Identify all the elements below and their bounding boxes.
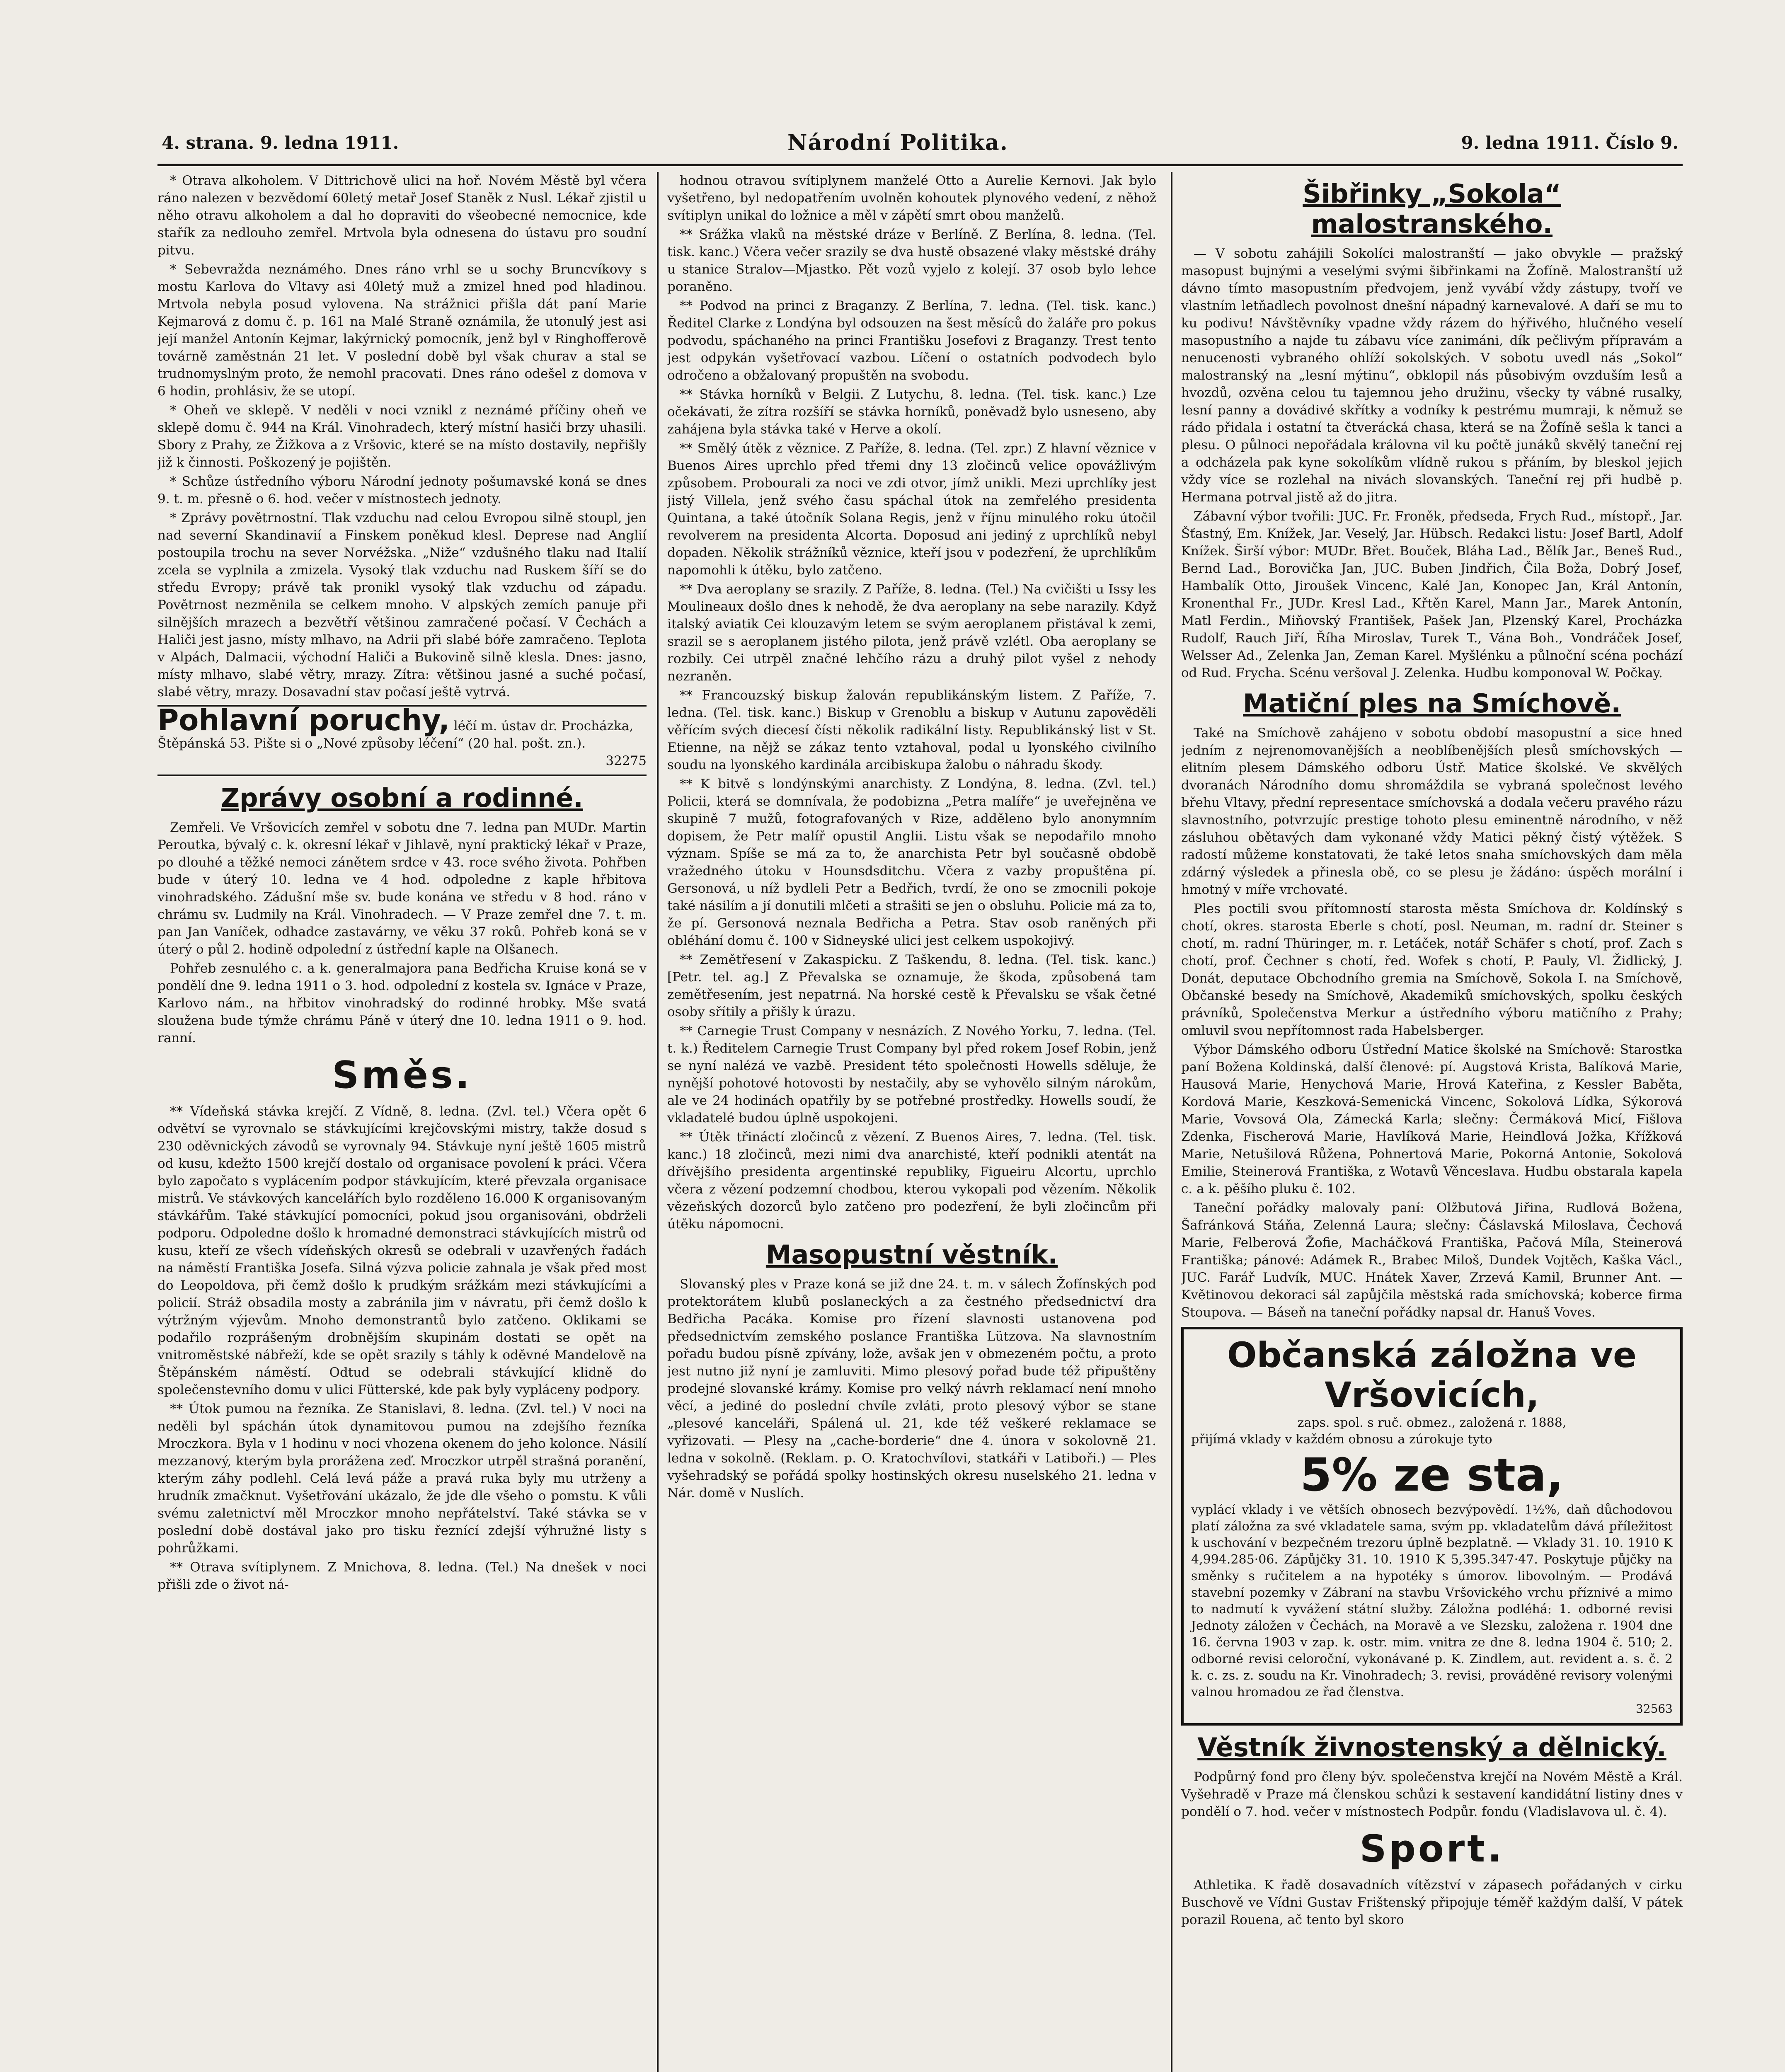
running-header xyxy=(157,124,1683,162)
article-schuze: * Schůze ústředního výboru Národní jednoty pošumavské koná se dnes 9. t. m. přesně o 6. hod. večer v místnostech jednoty. xyxy=(157,474,647,506)
article-slovansky-ples: Slovanský ples v Praze koná se již dne 24. t. m. v sálech Žofínských pod protektorátem klubů poslaneckých a za čestného předsednictví dra Bedřicha Pacáka. Komise pro řízení slavnosti ustanovena pod předsednictvím zemského poslance Františka Lützova. Na slavnostním pořadu budou písně zpívány, lože, avšak jen v obmezeném počtu, a proto jest nutno již nyní je zamluviti. Mimo plesový pořad bude též připuštěny prodejné slovanské krámy. Komise pro velký návrh reklamací není mnoho věcí, a jediné do poslední chvíle zvláti, proto plesový výbor se stane „plesové kanceláři, Spálená ul. 21, kde též veškeré reklamace se vyřizovati. — Plesy na „cache-borderie“ dne 4. února v sokolovně 21. ledna v sokolně. (Reklam. p. O. Kratochvílovi, statkáři v Latiboři.) — Ples vyšehradský se pořádá spolky hostinských okresu nuselského 21. ledna v Nár. domě v Nuslích. xyxy=(667,1277,1156,1501)
article-maticni-ples: Také na Smíchově zahájeno v sobotu období masopustní a sice hned jedním z nejrenomovanějších a neoblíbenějších plesů smíchovských — elitním plesem Dámského odboru Ústř. Matice školské. Ve skvělých dvoranách Národního domu shromáždila se vybraná společnost levého břehu Vltavy, přední representace smíchovská a dodala večeru pravého rázu slavnostního, potvrzujíc prestige tohoto plesu eminentně národního, v něž zásluhou obětavých dam vykonané vždy Matici pěkný čistý výtěžek. S radostí můžeme konstatovati, že také letos snaha smíchovských dam měla zdárný výsledek a přinesla obě, co se plesu je žádáno: úspěch morální i hmotný v míře vrchovaté. xyxy=(1181,726,1683,897)
article-tanecni-poradky: Taneční pořádky malovaly paní: Olžbutová Jiřina, Rudlová Božena, Šafránková Stáňa, Zelenná Laura; slečny: Čáslavská Miloslava, Čechová Marie, Felberová Žofie, Macháčková Františka, Pačová Míla, Steinerová Františka; pánové: Adámek R., Brabec Miloš, Dundek Vojtěch, Kaška Václ., JUC. Farář Ludvík, MUC. Hnátek Xaver, Zrzevá Kamil, Brunner Ant. — Květinovou dekoraci sál zapůjčila městská rada smíchovská; koberce firma Stoupova. — Báseň na taneční pořádky napsal dr. Hanuš Voves. xyxy=(1181,1201,1683,1320)
advert-rate: 5% ze sta, xyxy=(1300,1448,1564,1501)
advert-text: vyplácí vklady i ve větších obnosech bezvýpovědí. 1½%, daň důchodovou platí záložna za své vkladatele sama, svým pp. vkladatelům dává příležitost k uschování v bezpečném trezoru úplně bezplatně. — Vklady 31. 10. 1910 K 4,994.285·06. Zápůjčky 31. 10. 1910 K 5,395.347·47. Poskytuje půjčky na směnky s ručitelem a na hypotéky s úmorov. libovolným. — Prodává stavební pozemky v Zábraní na stavbu Vršovického vrchu příznivé a mimo to nadmutí k vyvážení státní služby. Záložna podléhá: 1. odborné revisi Jednoty záložen v Čechách, na Moravě a ve Slezsku, založena r. 1904 dne 16. června 1903 v zap. k. ostr. mim. vnitra ze dne 8. ledna 1904 č. 510; 2. odborné revisi celoroční, vykonávané p. K. Zindlem, aut. revident a. s. č. 2 k. c. zs. z. soudu na Kr. Vinohradech; 3. revisi, prováděné revisory volenými valnou hromadou ze řad členstva. xyxy=(1191,1503,1673,1699)
advert-title: Občanská záložna ve Vršovicích, xyxy=(1227,1335,1637,1415)
article-sebevrazda: * Sebevražda neznámého. Dnes ráno vrhl se u sochy Bruncvíkovy s mostu Karlova do Vltavy asi 40letý muž a zmizel hned pod hladinou. Mrtvola nebyla posud vylovena. Na strážnici přišla dát paní Marie Kejmarová z domu č. p. 161 na Malé Straně oznámila, že utonulý jest asi její manžel Antonín Kejmar, lakýrnický pomocník, jenž byl v Ringhofferově továrně zaměstnán 21 let. V poslední době byl však churav a stal se trudnomyslným proto, že nemohl pracovati. Dnes ráno odešel z domova v 6 hodin, prohlásiv, že se utopí. xyxy=(157,262,647,399)
article-podvod: ** Podvod na princi z Braganzy. Z Berlína, 7. ledna. (Tel. tisk. kanc.) Ředitel Clarke z Londýna byl odsouzen na šest měsíců do žaláře pro pokus podvodu, spáchaného na princi Františku Josefovi z Braganzy. Trest tento jest odpykán vyšetřovací vazbou. Líčení o ostatních podvodech bylo odročeno a obžalovaný propuštěn na svobodu. xyxy=(667,298,1156,383)
article-athletika: Athletika. K řadě dosavadních vítězství v zápasech pořádaných v cirku Buschově ve Vídni Gustav Frištenský připojuje téměř každým další, V pátek porazil Rouena, ač tento byl skoro xyxy=(1181,1878,1683,1927)
article-smely-utek: ** Smělý útěk z věznice. Z Paříže, 8. ledna. (Tel. zpr.) Z hlavní věznice v Buenos Aires uprchlo před třemi dny 13 zločinců velice opovážlivým způsobem. Probourali za noci ve zdi otvor, jímž unikli. Mezi uprchlíky jest jistý Villela, jenž svého času spáchal útok na zemřelého presidenta Quintana, a také útočník Solana Regis, jenž v říjnu minulého roku útočil revolverem na presidenta Alcorta. Doposud ani jediný z uprchlíků nebyl dopaden. Několik strážníků věznice, kteří jsou v podezření, že uprchlíkům napomohli k útěku, bylo zatčeno. xyxy=(667,441,1156,578)
article-hoste: Ples poctili svou přítomností starosta města Smíchova dr. Koldínský s chotí, okres. starosta Eberle s chotí, posl. Neuman, m. radní dr. Steiner s chotí, m. radní Thüringer, m. r. Letáček, notář Schäfer s chotí, prof. Zach s chotí, prof. Čechner s chotí, řed. Wofek s chotí, P. Pauly, Vl. Židlický, J. Donát, deputace Obchodního gremia na Smíchově, Sokola I. na Smíchově, Občanské besedy na Smíchově, Akademiků smíchovských, spolku českých právníků, Společenstva Merkur a ústředního výboru matičního z Prahy; omluvil svou nepřítomnost rada Habelsberger. xyxy=(1181,901,1683,1038)
advert-number: 32563 xyxy=(1635,1702,1673,1716)
article-otrava-alkoholem: * Otrava alkoholem. V Dittrichově ulici na hoř. Novém Městě byl včera ráno nalezen v bezvědomí 60letý metař Josef Staněk z Nusl. Lékař zjistil u něho otravu alkoholem a dal ho dopraviti do všeobecné nemocnice, kde stařík za nedlouho zemřel. Mrtvola byla odnesena do ústavu pro soudní pitvu. xyxy=(157,173,647,258)
article-zemetreseni: ** Zemětřesení v Zakaspicku. Z Taškendu, 8. ledna. (Tel. tisk. kanc.) [Petr. tel. ag.] Z Převalska se oznamuje, že škoda, způsobená tam zemětřesením, jest nepatrná. Na horské cestě k Převalsku se však četné osoby sřítily a přišly k úrazu. xyxy=(667,952,1156,1019)
section-heading-sibrinky: Šibřinky „Sokola“ malostranského. xyxy=(1303,179,1561,239)
advert-text: léčí m. ústav dr. Procházka, Štěpánská 53. Pište si o „Nové způsoby léčení“ (20 hal. pošt. zn.). xyxy=(157,719,634,751)
article-otrava-svitiplynem: ** Otrava svítiplynem. Z Mnichova, 8. ledna. (Tel.) Na dnešek v noci přišli zde o život ná- xyxy=(157,1560,647,1592)
article-continued: hodnou otravou svítiplynem manželé Otto a Aurelie Kernovi. Jak bylo vyšetřeno, byl nedopatřením uvolněn kohoutek plynového vedení, z něhož svítiplyn unikal do ložnice a měl v zápětí smrt obou manželů. xyxy=(667,173,1156,223)
section-heading-zivnostensky: Věstník živnostenský a dělnický. xyxy=(1197,1732,1666,1762)
section-heading-masopustni: Masopustní věstník. xyxy=(765,1239,1058,1270)
header-left: 4. strana. 9. ledna 1911. xyxy=(162,133,399,153)
header-rule xyxy=(157,164,1683,166)
column-2 xyxy=(667,172,1156,2072)
article-stavka-horniku: ** Stávka horníků v Belgii. Z Lutychu, 8. ledna. (Tel. tisk. kanc.) Lze očekávati, že zítra rozšíří se stávka horníků, poněvadž bylo usneseno, aby zahájena byla stávka také v Herve a okolí. xyxy=(667,387,1156,437)
article-utok-pumou: ** Útok pumou na řezníka. Ze Stanislavi, 8. ledna. (Zvl. tel.) V noci na neděli byl spáchán útok dynamitovou pumou na zdejšího řezníka Mroczkora. Byla v 1 hodinu v noci vhozena okenem do jeho kolonce. Násilí mezzanový, kterým byla prorážena zeď. Mroczkor utrpěl strašná poranění, kterým záhy podlehl. Celá levá páže a pravá ruka byly mu utrženy a hrudník zmačknut. Vyšetřování ukázalo, že jde dle všeho o pomstu. K vůli svému zaletnictví měl Mroczkor mnoho nepřátelství. Také stávka se v poslední době dostával jako pro tisku řeznící zdejší výhružné listy s pohrůžkami. xyxy=(157,1402,647,1556)
newspaper-page xyxy=(157,124,1683,2072)
section-heading-osobni: Zprávy osobní a rodinné. xyxy=(221,783,583,813)
article-zpravy-povetrnostni: * Zprávy povětrnostní. Tlak vzduchu nad celou Evropou silně stoupl, jen nad severní Skandinavií a Finskem poněkud klesl. Deprese nad Anglií postoupila trochu na sever Norvéžska. „Niže“ vzdušného tlaku nad Italií zcela se vyplnila a zmizela. Vysoký tlak vzduchu nad Ruskem šíří se do středu Evropy; právě tak pronikl vysoký tlak vzduchu od západu. Povětrnost nezměnila se celkem mnoho. V alpských zemích panuje při silnějších mrazech a bezvětří většinou zamračené počasí. V Čechách a Haliči jest jasno, místy mlhavo, na Adrii při slabé bóře zamračeno. Teplota v Alpách, Dalmacii, východní Haliči a Bukovině silně klesla. Dnes: jasno, místy mlhavo, slabé větry, mrazy. Zítra: většinou jasné a suché počasí, slabé větry, mrazy. Dosavadní stav počasí ještě vytrvá. xyxy=(157,511,647,700)
advert-line: přijímá vklady v každém obnosu a zúrokuje tyto xyxy=(1191,1432,1492,1447)
divider xyxy=(157,775,647,776)
article-podpurny-fond: Podpůrný fond pro členy býv. společenstva krejčí na Novém Městě a Král. Vyšehradě v Praze má členskou schůzi k sestavení kandidátní listiny dnes v pondělí o 7. hod. večer v místnostech Podpůr. fondu (Vladislavova ul. č. 4). xyxy=(1181,1769,1683,1819)
article-biskup: ** Francouzský biskup žalován republikánským listem. Z Paříže, 7. ledna. (Tel. tisk. kanc.) Biskup v Grenoblu a biskup v Autunu zapověděli věřícím svých diecesí čísti několik radikální listy. Republikánský list v St. Etienne, na nějž se zákaz tento vztahoval, podal u lyonského civilního soudu na lyonského kardinála arcibiskupa žalobu o náhradu škody. xyxy=(667,688,1156,772)
column-1 xyxy=(157,172,647,2072)
article-carnegie: ** Carnegie Trust Company v nesnázích. Z Nového Yorku, 7. ledna. (Tel. t. k.) Ředitelem Carnegie Trust Company byl před rokem Josef Robin, jenž se nyní nalézá ve vazbě. President této společnosti Howells sděluje, že nynější pohotové hotovosti by nestačily, aby se vyhovělo silným nárokům, ale ve 24 hodinách opatřily by se potřebné prostředky. Howells soudí, že vkladatelé budou úplně uspokojeni. xyxy=(667,1024,1156,1126)
article-vybor: Výbor Dámského odboru Ústřední Matice školské na Smíchově: Starostka paní Božena Koldinská, další členové: pí. Augstová Krista, Balíková Marie, Hausová Marie, Henychová Marie, Hrová Kateřina, z Kessler Baběta, Kordová Marie, Keszková-Semenická Vincenc, Sokolová Lídka, Sýkorová Marie, Vovsová Ola, Zámecká Karla; slečny: Čermáková Micí, Fišlova Zdenka, Fischerová Marie, Havlíková Marie, Heindlová Jožka, Křížková Marie, Netušilová Růžena, Pohnertová Marie, Pokorná Antonie, Sokolová Emilie, Steinerová Františka, z Wotavů Věnceslava. Hudbu obstarala kapela c. a k. pěšího pluku č. 102. xyxy=(1181,1042,1683,1196)
column-divider xyxy=(657,172,659,2072)
advert-number: 32275 xyxy=(605,753,647,768)
section-heading-sport: Sport. xyxy=(1359,1827,1504,1871)
masthead-title: Národní Politika. xyxy=(787,130,1008,155)
advert-pohlavni-poruchy xyxy=(157,703,647,770)
article-anarchiste: ** K bitvě s londýnskými anarchisty. Z Londýna, 8. ledna. (Zvl. tel.) Policii, která se domnívala, že podobizna „Petra malíře“ je uveřejněna ve skupině 7 mužů, fotografovaných v Rize, adděleno bylo anonymním dopisem, že Petr malíř opustil Anglii. Listu však se nepodařilo mnoho význam. Spíše se má za to, že anarchista Petr byl současně obdobě vražedného útoku v Hounsdsditchu. Včera z vazby propuštěna pí. Gersonová, u níž bydleli Petr a Bedřich, tvrdí, že ono se zmocnili pokoje také násilím a jí donutili mlčeti a strašiti se jen o obsluhu. Policie má za to, že pí. Gersonová neznala Bedřicha a Petra. Stav osob raněných při obléhání domu č. 100 v Sidneyské ulici jest celkem uspokojivý. xyxy=(667,777,1156,948)
header-right: 9. ledna 1911. Číslo 9. xyxy=(1461,133,1678,153)
article-zabavni-vybor: Zábavní výbor tvořili: JUC. Fr. Froněk, předseda, Frych Rud., místopř., Jar. Šťastný, Em. Knížek, Jar. Veselý, Jar. Hübsch. Redakci listu: Josef Bartl, Adolf Knížek. Širší výbor: MUDr. Břet. Bouček, Bláha Lad., Bělík Jar., Beneš Rud., Bernd Lad., Borovička Jan, JUC. Buben Jindřich, Čila Boža, Dobrý Josef, Hambalík Otto, Jiroušek Vincenc, Kalé Jan, Konopec Jan, Král Antonín, Kronenthal Fr., JUDr. Kresl Lad., Křtěn Karel, Mann Jar., Marek Antonín, Matl Ferdin., Miňovský František, Pašek Jan, Plzenský Karel, Procházka Rudolf, Rauch Jiří, Říha Miroslav, Turek T., Vána Boh., Vondráček Josef, Welsser Ad., Zelenka Jan, Zeman Karel. Myšlénku a půlnoční scéna pochází od Rud. Frycha. Scénu veršoval J. Zelenka. Hudbu komponoval W. Počkay. xyxy=(1181,509,1683,680)
column-3 xyxy=(1181,172,1683,2072)
section-heading-smes: Směs. xyxy=(332,1053,472,1097)
article-srazka-vlaku: ** Srážka vlaků na městské dráze v Berlíně. Z Berlína, 8. ledna. (Tel. tisk. kanc.) Včera večer srazily se dva hustě obsazené vlaky městské dráhy u stanice Stralov—Mjastko. Pět vozů vyjelo z kolejí. 37 osob bylo lehce poraněno. xyxy=(667,227,1156,294)
advert-zalozna xyxy=(1181,1327,1683,1726)
article-utek-zlocincu: ** Útěk třináctí zločinců z vězení. Z Buenos Aires, 7. ledna. (Tel. tisk. kanc.) 18 zločinců, mezi nimi dva anarchisté, kteří podnikli atentát na dřívějšího presidenta argentinské republiky, Figueiru Alcortu, uprchlo včera z vězení podzemní chodbou, kterou vykopali pod vězením. Několik vězeňských dozorců bylo zatčeno pro podezření, že byli zločincům při útěku nápomocni. xyxy=(667,1130,1156,1232)
advert-subtitle: zaps. spol. s ruč. obmez., založená r. 1888, xyxy=(1297,1416,1567,1430)
advert-heading: Pohlavní poruchy, xyxy=(157,703,450,737)
article-videnska-stavka: ** Vídeňská stávka krejčí. Z Vídně, 8. ledna. (Zvl. tel.) Včera opět 6 odvětví se vyrovnalo se stávkujícími krejčovskými mistry, takže dosud s 230 oděvnických závodů se vyrovnaly 94. Stávkuje nyní ještě 1605 mistrů od kusu, kdežto 1500 krejčí dostalo od organisace povolení k práci. Včera bylo započato s vyplácením podpor stávkujícím, které převzala organisace mistrů. Ve stávkových kancelářích bylo rozděleno 16.000 K organisovaným stávkářům. Také stávkující pomocníci, pokud jsou organisováni, obdrželi podporu. Odpoledne došlo k hromadné demonstraci stávkujících mistrů od kusu, kteří ze všech vídeňských okresů se odebrali v uzavřených řadách na náměstí Františka Josefa. Silná výzva policie zahnala je však před most do Leopoldova, při čemž došlo k prudkým srážkám mezi stávkujícími a policií. Stráž obsadila mosty a zabránila jim v návratu, při čemž došlo k výtržným výjevům. Mnoho demonstrantů bylo zatčeno. Oklikami se podařilo rozprášeným drobnějším skupinám dostati se opět na vnitroměstské nábřeží, kde se opět srazily s táhly k oděvné Mandelově na Štěpánském náměstí. Odtud se odebrali stávkující klidně do společenstevního domu v ulici Fütterské, kde pak byly vypláceny podpory. xyxy=(157,1104,647,1397)
article-sibrinky: — V sobotu zahájili Sokolíci malostranští — jako obvykle — pražský masopust bujnými a veselými svými šibřinkami na Žofíně. Malostranští už dávno tímto masopustním předvojem, jenž vyvábí vždy zástupy, tvoří ve vlastním letňadlech povolnost dnešní nápadný karnevalové. A daří se mu to ku podivu! Návštěvníky vpadne vždy rázem do hýřivého, hlučného veselí masopustního a najde tu zábavu více zanimáni, dík pečlivým přípravám a nenucenosti vybraného ohlíží sokolských. V sobotu uvedl nás „Sokol“ malostranský na „lesní mýtinu“, obklopil nás působivým ovzduším lesů a hvozdů, ozvěna celou tu tajemnou jeho družinu, všecky ty vábné rusalky, lesní panny a dovádivé skřítky a vodníky k pestrému mumraji, k němuž se rádo přidala i ostatní ta čtverácká chasa, která se na Žofíně sešla k tanci a plesu. O půlnoci nepořádala královna vil ku počtě junáků skvělý taneční rej a odcházela pak kyne sokolíkům vlídně rukou s přáním, by bleskol jejich vždy více se rozlehal na nivách slovanských. Taneční rej při hudbě p. Hermana potrval jistě až do jitra. xyxy=(1181,246,1683,505)
article-pohreb: Pohřeb zesnulého c. a k. generalmajora pana Bedřicha Kruise koná se v pondělí dne 9. ledna 1911 o 3. hod. odpolední z kostela sv. Ignáce v Praze, Karlovo nám., na hřbitov vinohradský do rodinné hrobky. Mše svatá sloužena bude týmže chrámu Páně v úterý dne 10. ledna 1911 o 9. hod. ranní. xyxy=(157,961,647,1046)
article-ohen-ve-sklepe: * Oheň ve sklepě. V neděli v noci vznikl z neznámé příčiny oheň ve sklepě domu č. 944 na Král. Vinohradech, který místní hasiči brzy uhasili. Sbory z Prahy, ze Žižkova a z Vršovic, které se na místo dostavily, nepřišly již k činnosti. Poškozený je pojištěn. xyxy=(157,403,647,470)
column-divider xyxy=(1171,172,1172,2072)
article-zemreli: Zemřeli. Ve Vršovicích zemřel v sobotu dne 7. ledna pan MUDr. Martin Peroutka, bývalý c. k. okresní lékař v Jihlavě, nyní praktický lékař v Praze, po dlouhé a těžké nemoci zánětem srdce v 43. roce svého života. Pohřben bude v úterý 10. ledna ve 4 hod. odpoledne z kaple hřbitova vinohradského. Zádušní mše sv. bude konána ve středu v 8 hod. ráno v chrámu sv. Ludmily na Král. Vinohradech. — V Praze zemřel dne 7. t. m. pan Jan Vaníček, odhadce zastavárny, ve věku 37 roků. Pohřeb koná se v úterý o půl 2. hodině odpolední z ústřední kaple na Olšanech. xyxy=(157,820,647,957)
section-heading-maticni-ples: Matiční ples na Smíchově. xyxy=(1243,688,1621,719)
article-aeroplany: ** Dva aeroplany se srazily. Z Paříže, 8. ledna. (Tel.) Na cvičišti u Issy les Moulineaux došlo dnes k nehodě, že dva aeroplany na sebe narazily. Když italský aviatik Cei klouzavým letem se svým aeroplanem přistával k zemi, srazil se s aeroplanem jistého pilota, jenž právě vzlétl. Oba aeroplany se rozbily. Cei utrpěl značné lehčího rázu a druhý pilot vyšel z nehody nezraněn. xyxy=(667,582,1156,684)
